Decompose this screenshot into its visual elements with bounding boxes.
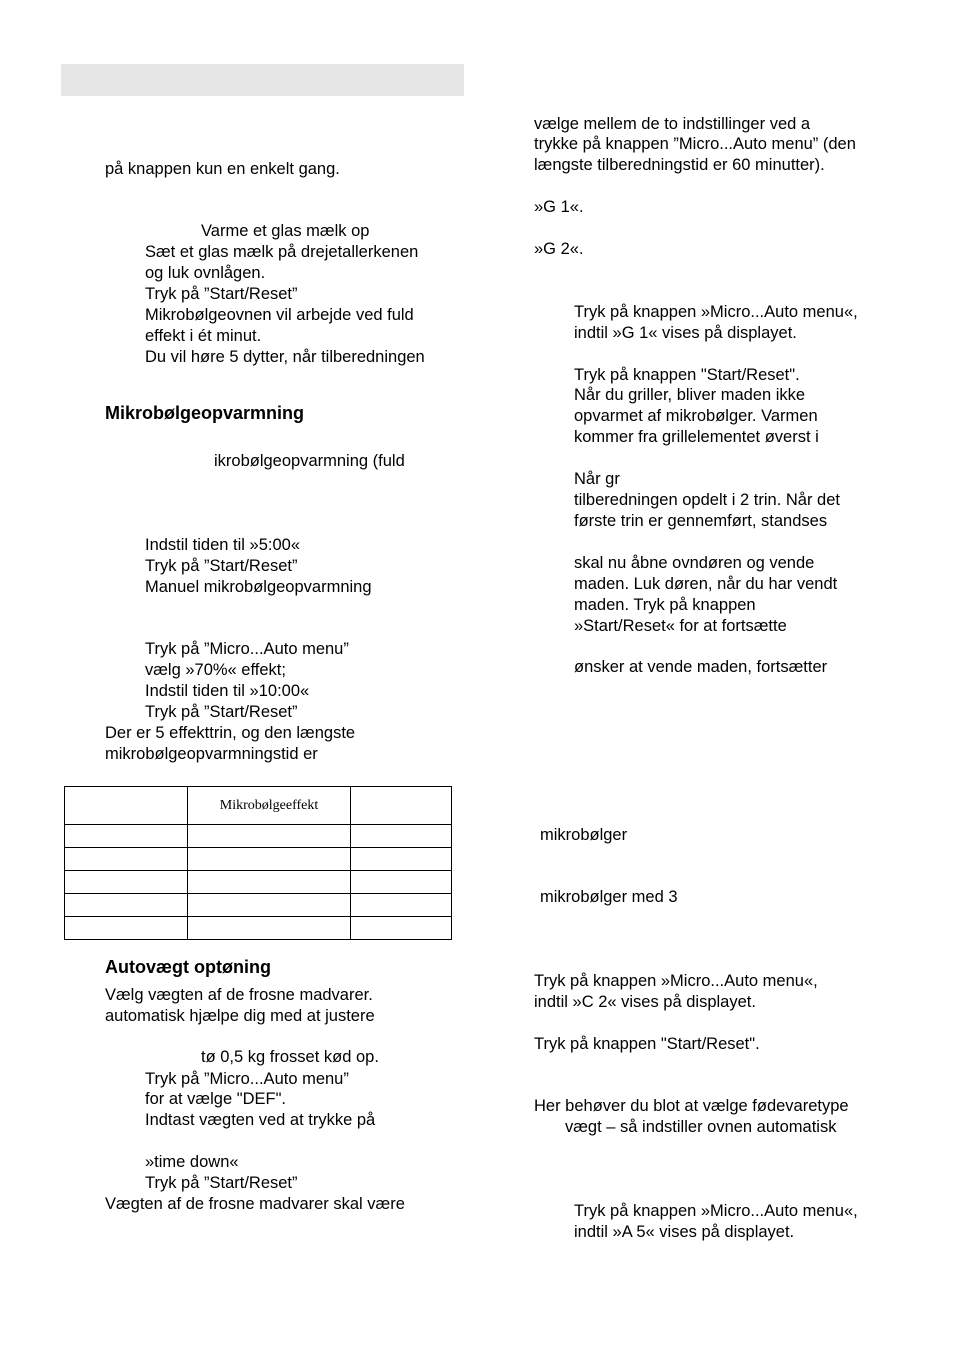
table-cell	[351, 894, 452, 917]
step-text: Når gr	[574, 470, 620, 488]
table-cell	[188, 825, 351, 848]
step-text: Mikrobølgeovnen vil arbejde ved fuld	[145, 306, 414, 324]
step-text: Tryk på knappen »Micro...Auto menu«,	[534, 972, 818, 990]
table-cell	[351, 787, 452, 825]
step-text: Du vil høre 5 dytter, når tilberedningen	[145, 348, 425, 366]
step-text: indtil »A 5« vises på displayet.	[574, 1223, 795, 1241]
paragraph-text: trykke på knappen ”Micro...Auto menu” (den	[534, 135, 856, 153]
step-text: opvarmet af mikrobølger. Varmen	[574, 407, 818, 425]
step-text: Indstil tiden til »5:00«	[145, 536, 301, 554]
step-text: første trin er gennemført, standses	[574, 512, 828, 530]
paragraph-text: længste tilberedningstid er 60 minutter).	[534, 156, 825, 174]
table-cell	[188, 894, 351, 917]
table-cell	[65, 871, 188, 894]
table-cell	[351, 848, 452, 871]
paragraph-text: vægt – så indstiller ovnen automatisk	[565, 1118, 837, 1136]
step-text: maden. Luk døren, når du har vendt	[574, 575, 838, 593]
paragraph-text: Her behøver du blot at vælge fødevaretype	[534, 1097, 849, 1115]
table-cell	[188, 871, 351, 894]
paragraph-text: Vægten af de frosne madvarer skal være	[105, 1195, 405, 1213]
step-text: for at vælge "DEF".	[145, 1090, 287, 1108]
step-text: Sæt et glas mælk på drejetallerkenen	[145, 243, 419, 261]
step-text: Manuel mikrobølgeopvarmning	[145, 578, 372, 596]
section-heading-defrost: Autovægt optøning	[105, 957, 271, 977]
step-text: Tryk på ”Start/Reset”	[145, 1174, 298, 1192]
step-text: Tryk på ”Micro...Auto menu”	[145, 1070, 349, 1088]
table-row	[65, 871, 452, 894]
paragraph-text: vælge mellem de to indstillinger ved a	[534, 115, 811, 133]
table-cell	[351, 871, 452, 894]
table-row	[65, 917, 452, 940]
table-header-power: Mikrobølgeeffekt	[188, 787, 351, 825]
table-cell	[65, 894, 188, 917]
table-row	[65, 848, 452, 871]
paragraph-text: ikrobølgeopvarmning (fuld	[214, 452, 405, 470]
paragraph-text: på knappen kun en enkelt gang.	[105, 160, 340, 178]
table-row	[65, 825, 452, 848]
table-cell	[351, 917, 452, 940]
table-cell	[65, 848, 188, 871]
section-header-bar	[61, 64, 464, 96]
step-text: og luk ovnlågen.	[145, 264, 266, 282]
step-text: Tryk på ”Start/Reset”	[145, 285, 298, 303]
step-text: Tryk på ”Micro...Auto menu”	[145, 640, 349, 658]
step-text: maden. Tryk på knappen	[574, 596, 756, 614]
table-cell	[351, 825, 452, 848]
table-cell	[65, 825, 188, 848]
paragraph-text: Der er 5 effekttrin, og den længste	[105, 724, 356, 742]
step-text: Tryk på ”Start/Reset”	[145, 557, 298, 575]
step-text: ønsker at vende maden, fortsætter	[574, 658, 828, 676]
example-title: tø 0,5 kg frosset kød op.	[201, 1048, 379, 1066]
paragraph-text: mikrobølger med 3	[540, 888, 678, 906]
paragraph-text: Vælg vægten af de frosne madvarer.	[105, 986, 373, 1004]
paragraph-text: mikrobølger	[540, 826, 628, 844]
paragraph-text: automatisk hjælpe dig med at justere	[105, 1007, 375, 1025]
step-text: Tryk på knappen »Micro...Auto menu«,	[574, 1202, 858, 1220]
setting-label-g2: »G 2«.	[534, 240, 584, 258]
paragraph-text: mikrobølgeopvarmningstid er	[105, 745, 318, 763]
step-text: indtil »C 2« vises på displayet.	[534, 993, 756, 1011]
step-text: effekt i ét minut.	[145, 327, 262, 345]
step-text: Indstil tiden til »10:00«	[145, 682, 310, 700]
table-cell	[188, 848, 351, 871]
step-text: tilberedningen opdelt i 2 trin. Når det	[574, 491, 840, 509]
step-text: Tryk på ”Start/Reset”	[145, 703, 298, 721]
section-heading-microwave: Mikrobølgeopvarmning	[105, 403, 305, 423]
setting-label-g1: »G 1«.	[534, 198, 584, 216]
step-text: Når du griller, bliver maden ikke	[574, 386, 806, 404]
table-cell	[65, 917, 188, 940]
example-title: Varme et glas mælk op	[201, 222, 370, 240]
step-text: »time down«	[145, 1153, 239, 1171]
step-text: kommer fra grillelementet øverst i	[574, 428, 819, 446]
step-text: »Start/Reset« for at fortsætte	[574, 617, 787, 635]
step-text: Tryk på knappen "Start/Reset".	[534, 1035, 760, 1053]
step-text: indtil »G 1« vises på displayet.	[574, 324, 797, 342]
step-text: Indtast vægten ved at trykke på	[145, 1111, 376, 1129]
step-text: Tryk på knappen "Start/Reset".	[574, 366, 800, 384]
table-header-row	[65, 787, 452, 825]
step-text: skal nu åbne ovndøren og vende	[574, 554, 815, 572]
step-text: Tryk på knappen »Micro...Auto menu«,	[574, 303, 858, 321]
table-row	[65, 894, 452, 917]
step-text: vælg »70%« effekt;	[145, 661, 286, 679]
table-cell	[188, 917, 351, 940]
table-cell	[65, 787, 188, 825]
power-level-table	[64, 786, 452, 940]
